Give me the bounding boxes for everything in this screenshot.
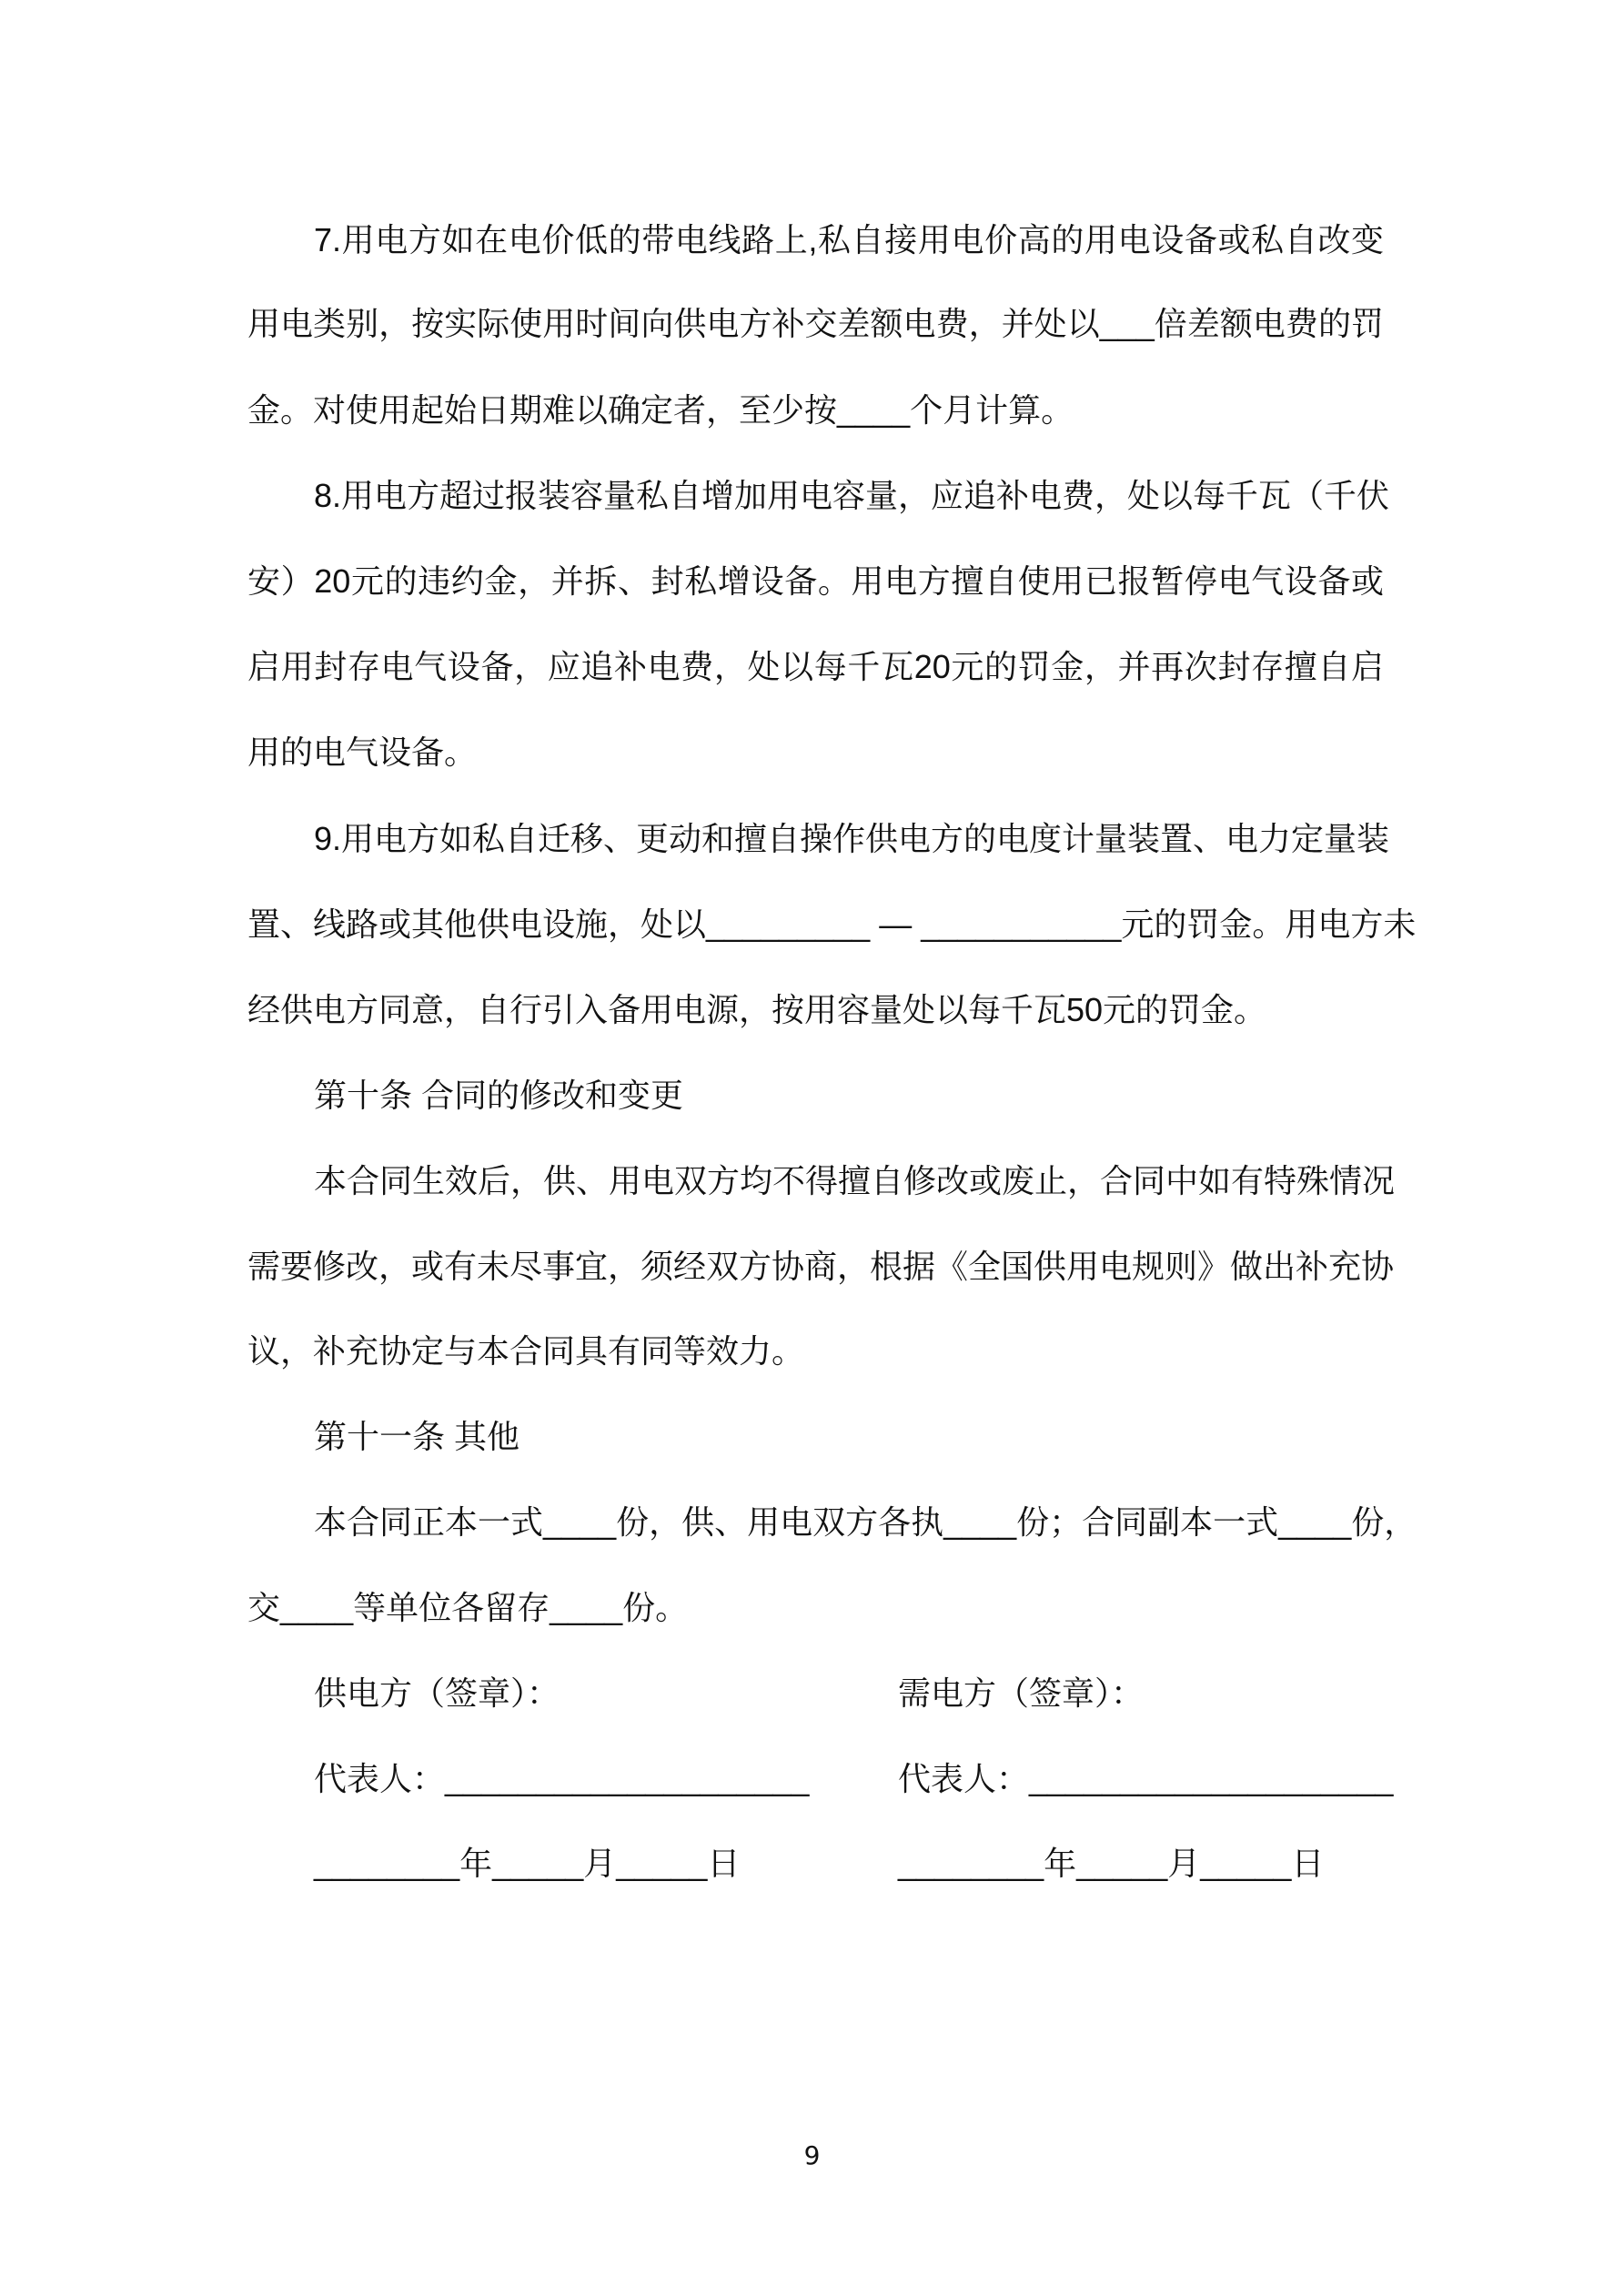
clause-9-line-3: 经供电方同意，自行引入备用电源，按用容量处以每千瓦50元的罚金。 <box>247 991 1267 1028</box>
article-11-heading: 第十一条 其他 <box>314 1418 520 1455</box>
article-10-heading: 第十条 合同的修改和变更 <box>314 1077 684 1114</box>
page-number: 9 <box>803 2140 821 2170</box>
article-11-line-1: 本合同正本一式____份，供、用电双方各执____份；合同副本一式____份， <box>314 1503 1417 1541</box>
supplier-representative: 代表人：____________________ <box>314 1760 810 1797</box>
clause-8-line-2: 安）20元的违约金，并拆、封私增设备。用电方擅自使用已报暂停电气设备或 <box>247 562 1384 600</box>
clause-8-line-3: 启用封存电气设备，应追补电费，处以每千瓦20元的罚金，并再次封存擅自启 <box>247 648 1384 685</box>
clause-7-line-1: 7.用电方如在电价低的带电线路上,私自接用电价高的用电设备或私自改变 <box>314 221 1384 258</box>
clause-7-line-3: 金。对使用起始日期难以确定者，至少按____个月计算。 <box>247 391 1074 429</box>
clause-9-line-1: 9.用电方如私自迁移、更动和擅自操作供电方的电度计量装置、电力定量装 <box>314 820 1390 857</box>
consumer-representative: 代表人：____________________ <box>898 1760 1394 1797</box>
consumer-date: ________年_____月_____日 <box>898 1845 1325 1882</box>
article-10-line-1: 本合同生效后，供、用电双方均不得擅自修改或废止，合同中如有特殊情况 <box>314 1162 1396 1199</box>
clause-9-line-2: 置、线路或其他供电设施，处以_________ — ___________元的罚金。用电方未 <box>247 905 1417 943</box>
consumer-signature-label: 需电方（签章）： <box>898 1674 1145 1712</box>
article-11-line-2: 交____等单位各留存____份。 <box>247 1589 689 1626</box>
clause-8-line-1: 8.用电方超过报装容量私自增加用电容量，应追补电费，处以每千瓦（千伏 <box>314 477 1390 514</box>
clause-7-line-2: 用电类别，按实际使用时间向供电方补交差额电费，并处以___倍差额电费的罚 <box>247 305 1384 342</box>
article-10-line-3: 议，补充协定与本合同具有同等效力。 <box>247 1332 805 1370</box>
clause-8-line-4: 用的电气设备。 <box>247 733 478 771</box>
article-10-line-2: 需要修改，或有未尽事宜，须经双方协商，根据《全国供用电规则》做出补充协 <box>247 1248 1395 1285</box>
supplier-signature-label: 供电方（签章）： <box>314 1674 560 1712</box>
supplier-date: ________年_____月_____日 <box>314 1845 741 1882</box>
